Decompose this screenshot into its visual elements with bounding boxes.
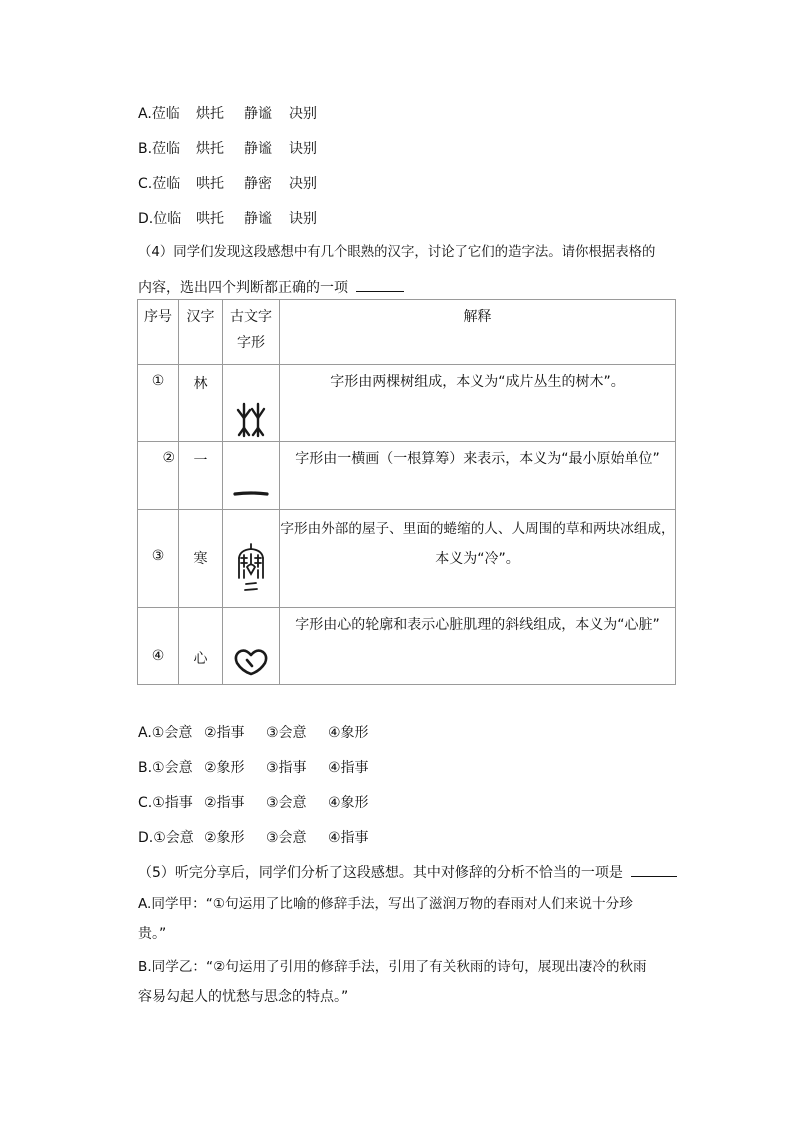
q3-option-a-word4: 决别: [289, 106, 317, 122]
row-explanation: [280, 510, 676, 608]
row-explanation-line: 字形由外部的屋子、里面的蜷缩的人、人周围的草和两块冰组成，: [280, 521, 675, 537]
q4-option-b-choice3: ③指事: [266, 760, 307, 776]
header-ancient-form-line2: 字形: [237, 335, 265, 351]
table-header-row: [138, 300, 676, 365]
q4-option-a-choice3: ③会意: [266, 725, 307, 741]
q5-option-b-line2: 容易勾起人的忧愁与思念的特点。”: [138, 989, 349, 1005]
q4-option-d: [138, 828, 369, 848]
table-row: [138, 608, 676, 685]
row-explanation-line: 字形由心的轮廓和表示心脏肌理的斜线组成，本义为“心脏”: [295, 617, 660, 633]
q5-option-a-line1: A.同学甲：“①句运用了比喻的修辞手法，写出了滋润万物的春雨对人们来说十分珍: [138, 896, 633, 912]
q4-option-b-choice2: ②象形: [204, 760, 245, 776]
q5-stem-text: （5）听完分享后，同学们分析了这段感想。其中对修辞的分析不恰当的一项是: [138, 865, 623, 881]
q4-option-a: [138, 723, 369, 743]
q4-option-a-choice4: ④象形: [328, 725, 369, 741]
yi-oracle-glyph-icon: [233, 490, 269, 498]
q3-option-b-word2: 烘托: [196, 141, 224, 157]
q3-option-a-word2: 烘托: [196, 106, 224, 122]
row-explanation-line: 字形由一横画（一根算筹）来表示，本义为“最小原始单位”: [295, 451, 660, 467]
table-row: [138, 442, 676, 510]
q3-option-b-label: B.莅临: [138, 141, 181, 157]
row-ancient-glyph: [223, 365, 280, 442]
q4-option-d-label: D.①会意: [138, 830, 194, 846]
row-number: ③: [138, 510, 179, 608]
q3-option-a-label: A.莅临: [138, 106, 180, 122]
header-ancient-form: [223, 300, 280, 365]
header-number: 序号: [138, 300, 179, 365]
row-explanation-line: 本义为“冷”。: [435, 551, 520, 567]
q3-option-d: [138, 209, 317, 229]
q4-option-d-choice4: ④指事: [328, 830, 369, 846]
q4-option-b-choice4: ④指事: [328, 760, 369, 776]
row-ancient-glyph: [223, 510, 280, 608]
q3-option-c-label: C.莅临: [138, 176, 181, 192]
row-number: ②: [138, 442, 179, 510]
xin-bronze-glyph-icon: [233, 646, 269, 676]
q4-option-a-label: A.①会意: [138, 725, 193, 741]
q3-option-c-word4: 决别: [289, 176, 317, 192]
row-number: ①: [138, 365, 179, 442]
q3-option-d-word4: 诀别: [289, 211, 317, 227]
row-ancient-glyph: [223, 608, 280, 685]
han-bronze-glyph-icon: [236, 542, 266, 596]
row-character: 林: [179, 365, 223, 442]
q3-option-c: [138, 174, 317, 194]
table-row: [138, 510, 676, 608]
q3-option-b-word4: 诀别: [289, 141, 317, 157]
q3-option-b-word3: 静谧: [244, 141, 272, 157]
q5-answer-blank: [631, 862, 677, 877]
q4-option-b-label: B.①会意: [138, 760, 193, 776]
q3-option-d-word2: 哄托: [196, 211, 224, 227]
row-explanation: [280, 608, 676, 685]
q5-stem: [138, 862, 677, 883]
q4-option-a-choice2: ②指事: [204, 725, 245, 741]
q5-option-b-line1: B.同学乙：“②句运用了引用的修辞手法，引用了有关秋雨的诗句，展现出凄冷的秋雨: [138, 959, 647, 975]
q3-option-a: [138, 104, 317, 124]
q3-option-a-word3: 静谧: [244, 106, 272, 122]
row-character: 寒: [179, 510, 223, 608]
table-row: [138, 365, 676, 442]
row-explanation-line: 字形由两棵树组成，本义为“成片丛生的树木”。: [330, 374, 625, 390]
q4-option-c-choice2: ②指事: [204, 795, 245, 811]
lin-oracle-glyph-icon: [236, 402, 266, 438]
q3-option-c-word2: 哄托: [196, 176, 224, 192]
character-table: [137, 299, 676, 685]
q3-option-d-label: D.位临: [138, 211, 182, 227]
row-explanation: [280, 442, 676, 510]
q3-option-b: [138, 139, 317, 159]
q4-option-b: [138, 758, 369, 778]
q5-option-a-line2: 贵。”: [138, 926, 167, 942]
q4-stem-line2-text: 内容，选出四个判断都正确的一项: [138, 280, 348, 296]
q3-option-c-word3: 静密: [244, 176, 272, 192]
q4-option-c-choice3: ③会意: [266, 795, 307, 811]
row-explanation: [280, 365, 676, 442]
row-character: 心: [179, 608, 223, 685]
q4-option-d-choice2: ②象形: [204, 830, 245, 846]
row-number: ④: [138, 608, 179, 685]
q4-option-d-choice3: ③会意: [266, 830, 307, 846]
q4-answer-blank: [356, 277, 404, 292]
q3-option-d-word3: 静谧: [244, 211, 272, 227]
row-ancient-glyph: [223, 442, 280, 510]
q4-option-c-label: C.①指事: [138, 795, 193, 811]
q4-option-c-choice4: ④象形: [328, 795, 369, 811]
header-character: 汉字: [179, 300, 223, 365]
q4-stem-line2: [138, 277, 404, 298]
header-ancient-form-line1: 古文字: [230, 309, 272, 325]
header-explanation: 解释: [280, 300, 676, 365]
q4-option-c: [138, 793, 369, 813]
q4-stem-line1: （4）同学们发现这段感想中有几个眼熟的汉字，讨论了它们的造字法。请你根据表格的: [138, 245, 656, 260]
row-character: 一: [179, 442, 223, 510]
